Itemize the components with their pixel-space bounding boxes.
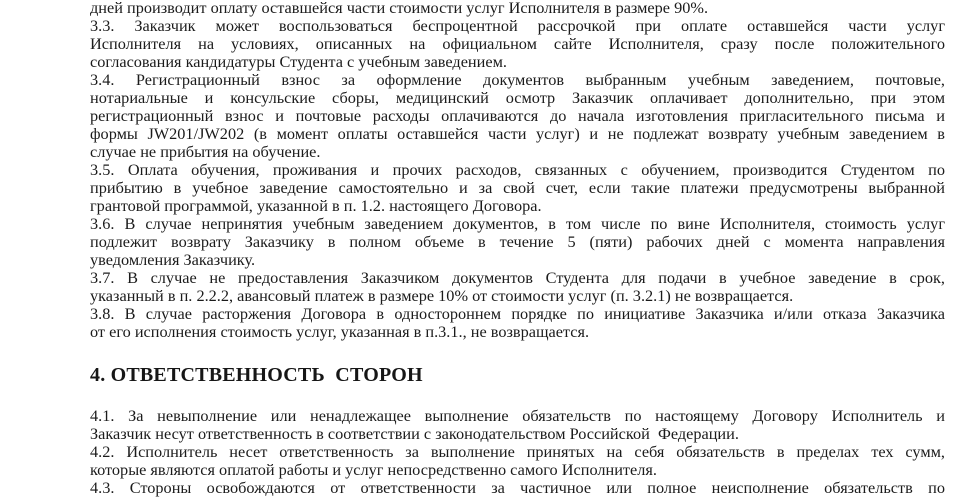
contract-line: уведомления Заказчику. [90, 250, 256, 269]
contract-line: 4.1. За невыполнение или ненадлежащее выполнение обязательств по настоящему Договору Исполнитель и [90, 406, 945, 425]
contract-line: указанный в п. 2.2.2, авансовый платеж в размере 10% от стоимости услуг (п. 3.2.1) не возвращается. [90, 286, 794, 305]
clipped-bottom-line [90, 478, 945, 497]
contract-line: 4.2. Исполнитель несет ответственность за выполнение принятых на себя обязательств в пределах тех сумм, [90, 442, 945, 461]
contract-line: 3.6. В случае непринятия учебным заведением документов, в том числе по вине Исполнителя, стоимость услуг [90, 214, 945, 233]
contract-line: 3.5. Оплата обучения, проживания и прочих расходов, связанных с обучением, производится Студентом по [90, 160, 945, 179]
contract-line: 3.3. Заказчик может воспользоваться беспроцентной рассрочкой при оплате оставшейся части услуг [90, 16, 945, 35]
contract-line: Исполнителя на условиях, описанных на официальном сайте Исполнителя, сразу после положительного [90, 34, 945, 53]
contract-line: 3.4. Регистрационный взнос за оформление документов выбранным учебным заведением, почтовые, [90, 70, 945, 89]
contract-line: которые являются оплатой работы и услуг непосредственно самого Исполнителя. [90, 460, 657, 479]
contract-line: 4.3. Стороны освобождаются от ответственности за частичное или полное неисполнение обязательств по [90, 478, 945, 497]
contract-line: случае не прибытия на обучение. [90, 142, 321, 161]
contract-line: прибытию в учебное заведение самостоятельно и за свой счет, если такие платежи предусмотрены выбранной [90, 178, 945, 197]
contract-line: Заказчик несут ответственность в соответствии с законодательством Российской Федерации. [90, 424, 739, 443]
contract-line: регистрационный взнос и почтовые расходы оплачиваются до начала изготовления пригласительного письма и [90, 106, 945, 125]
contract-document [90, 0, 945, 497]
contract-line: дней производит оплату оставшейся части стоимости услуг Исполнителя в размере 90%. [90, 0, 709, 17]
contract-line: от его исполнения стоимость услуг, указанная в п.3.1., не возвращается. [90, 322, 590, 341]
contract-line: согласования кандидатуры Студента с учебным заведением. [90, 52, 507, 71]
contract-line: 3.7. В случае не предоставления Заказчиком документов Студента для подачи в учебное заведение в срок, [90, 268, 945, 287]
contract-line: 3.8. В случае расторжения Договора в одностороннем порядке по инициативе Заказчика и/или отказа Заказчика [90, 304, 945, 323]
contract-line: нотариальные и консульские сборы, медицинский осмотр Заказчик оплачивает дополнительно, при этом [90, 88, 945, 107]
contract-line: подлежит возврату Заказчику в полном объеме в течение 5 (пяти) рабочих дней с момента направления [90, 232, 945, 251]
contract-line: формы JW201/JW202 (в момент оплаты оставшейся части услуг) и не подлежат возврату учебным заведением в [90, 124, 945, 143]
contract-line: грантовой программой, указанной в п. 1.2. настоящего Договора. [90, 196, 542, 215]
section-heading: 4. ОТВЕТСТВЕННОСТЬ СТОРОН [90, 364, 423, 386]
